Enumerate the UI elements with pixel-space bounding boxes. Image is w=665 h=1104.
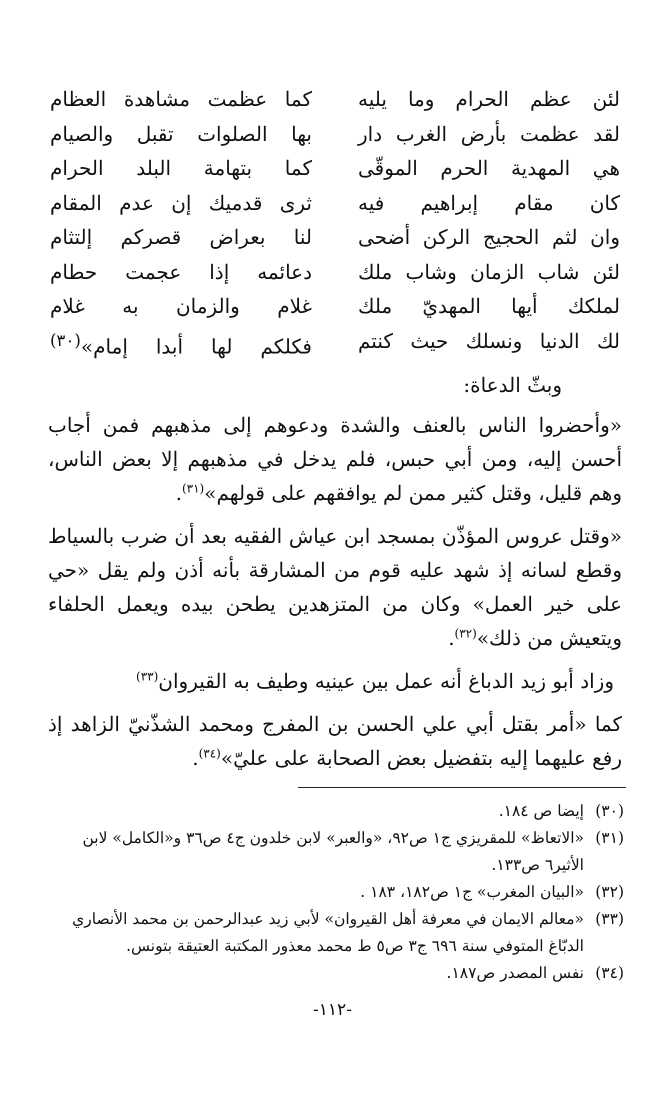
- verse-first-hemistich: هي المهدية الحرم الموقّى: [358, 156, 620, 180]
- paragraph: [48, 519, 622, 655]
- paragraph-text: كما «أمر بقتل أبي علي الحسن بن المفرج ومحمد الشذّنيّ الزاهد إذ رفع عليهما إليه بتفضيل بعض الصحابة على عليّ»: [48, 712, 622, 770]
- body-text: [48, 368, 622, 784]
- verse-first-hemistich: لئن شاب الزمان وشاب ملك: [358, 259, 620, 284]
- footnote-text: «البيان المغرب» ج١ ص١٨٢، ١٨٣ .: [360, 883, 584, 901]
- verse-first-hemistich: لك الدنيا ونسلك حيث كنتم: [358, 328, 620, 353]
- footnote-ref: (٣٤): [198, 746, 221, 761]
- footnote: [50, 825, 624, 879]
- paragraph: [48, 707, 622, 775]
- paragraph-text: «وقتل عروس المؤذّن بمسجد ابن عياش الفقيه بعد أن ضرب بالسياط وقطع لسانه إذ شهد عليه قوم من المشارقة بأنه أذن ولم يقل «حي على خير العمل» وكان من المتزهدين يطحن بيده ويعمل الحلفاء ويتعيش من ذلك»: [48, 524, 622, 650]
- verse-second-hemistich: كما عظمت مشاهدة العظام: [50, 87, 312, 111]
- footnote-ref: (٣٢): [454, 626, 477, 641]
- verse-first-hemistich: كان مقام إبراهيم فيه: [358, 190, 620, 215]
- paragraph: [48, 664, 622, 698]
- paragraph-text: وزاد أبو زيد الدباغ أنه عمل بين عينيه وطيف به القيروان: [158, 669, 614, 693]
- footnote-number: (٣١): [595, 829, 624, 847]
- paragraph-tail: .: [192, 746, 199, 770]
- paragraph: [48, 408, 622, 510]
- verse-second-hemistich: كما بتهامة البلد الحرام: [50, 156, 312, 180]
- paragraph-text: «وأحضروا الناس بالعنف والشدة ودعوهم إلى مذهبهم فمن أجاب أحسن إليه، ومن أبي حبس، فلم يدخل في مذهبهم إلا بعض الناس، وهم قليل، وقتل كثير ممن لم يوافقهم على قولهم»: [48, 413, 622, 505]
- verse-text: فكلكم لها أبدا إمام»: [80, 334, 312, 359]
- footnote-number: (٣٠): [595, 802, 624, 820]
- verse-second-hemistich: [50, 324, 312, 364]
- footnote-text: «الاتعاظ» للمقريزي ج١ ص٩٢، «والعبر» لابن خلدون ج٤ ص٣٦ و«الكامل» لابن الأثير٦ ص١٣٣.: [82, 829, 584, 874]
- verse-first-hemistich: لئن عظم الحرام وما يليه: [358, 87, 620, 111]
- footnote-ref: (٣٠): [50, 330, 81, 350]
- verse-second-hemistich: دعائمه إذا عجمت حطام: [50, 259, 312, 284]
- footnote: [50, 798, 624, 825]
- verse-first-hemistich: لملكك أيها المهديّ ملك: [358, 294, 620, 318]
- footnotes: [50, 798, 624, 987]
- verse-second-hemistich: بها الصلوات تقبل والصيام: [50, 121, 312, 146]
- verse-second-hemistich: لنا بعراض قصركم إلتثام: [50, 225, 312, 249]
- footnote-ref: (٣١): [181, 481, 205, 496]
- page-number: -١١٢-: [313, 1000, 352, 1020]
- section-lead: وبثّ الدعاة:: [463, 373, 562, 397]
- footnote-number: (٣٢): [595, 883, 624, 901]
- footnote-text: «معالم الايمان في معرفة أهل القيروان» لأبي زيد عبدالرحمن بن محمد الأنصاري الدبّاغ المتوفي سنة ٦٩٦ ج٣ ص٥ ط محمد معذور المكتبة العتيقة بتونس.: [72, 910, 584, 955]
- verse-second-hemistich: غلام والزمان به غلام: [50, 294, 312, 318]
- verse-first-hemistich: وان لثم الحجيج الركن أضحى: [358, 225, 620, 249]
- footnote-text: نفس المصدر ص١٨٧.: [446, 964, 584, 982]
- footnote: [50, 906, 624, 960]
- poem: [50, 82, 620, 364]
- footnote-text: إيضا ص ١٨٤.: [498, 802, 584, 820]
- footnote: [50, 960, 624, 987]
- footnote-divider: [298, 787, 626, 788]
- footnote-ref: (٣٣): [136, 669, 159, 684]
- footnote-number: (٣٤): [595, 964, 624, 982]
- verse-second-hemistich: ثرى قدميك إن عدم المقام: [50, 190, 312, 215]
- footnote: [50, 879, 624, 906]
- paragraph-tail: .: [175, 481, 182, 505]
- verse-first-hemistich: لقد عظمت بأرض الغرب دار: [358, 121, 620, 146]
- paragraph-tail: .: [448, 626, 455, 650]
- footnote-number: (٣٣): [595, 910, 624, 928]
